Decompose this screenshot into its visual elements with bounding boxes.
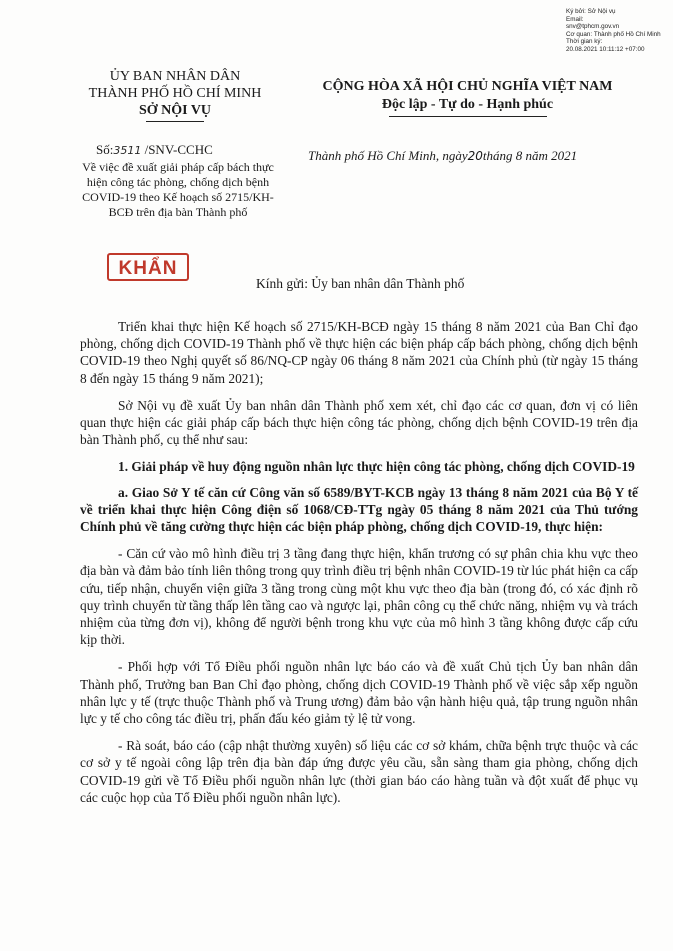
day-handwritten: 20 (467, 149, 483, 163)
agency-underline (146, 121, 204, 122)
recipient-line: Kính gửi: Ủy ban nhân dân Thành phố (256, 276, 465, 291)
nation-name: CỘNG HÒA XÃ HỘI CHỦ NGHĨA VIỆT NAM (322, 79, 613, 94)
section-heading-1: 1. Giải pháp về huy động nguồn nhân lực thực hiện công tác phòng, chống dịch COVID-19 (118, 459, 635, 475)
urgent-stamp: KHẨN (107, 253, 189, 281)
digital-signature-block (566, 8, 670, 54)
signature-email: snv@tphcm.gov.vn (566, 23, 620, 31)
section-heading-1a: a. Giao Sở Y tế căn cứ Công văn số 6589/BYT-KCB ngày 13 tháng 8 năm 2021 của Bộ Y tế về triển khai thực hiện Công điện số 1068/CĐ-TTg ngày 05 tháng 8 năm 2021 của Thủ tướng Chính phủ về tăng cường thực hiện các biện pháp phòng, chống dịch COVID-19, thực hiện: (80, 484, 638, 535)
paragraph-intro: Triển khai thực hiện Kế hoạch số 2715/KH-BCĐ ngày 15 tháng 8 năm 2021 của Ban Chỉ đạo phòng, chống dịch COVID-19 Thành phố về thực hiện các biện pháp cấp bách phòng, chống dịch bệnh COVID-19 theo Nghị quyết số 86/NQ-CP ngày 06 tháng 8 năm 2021 của Chính phủ (từ ngày 15 tháng 8 đến ngày 15 tháng 9 năm 2021); (80, 319, 638, 386)
paragraph-item-3: - Rà soát, báo cáo (cập nhật thường xuyên) số liệu các cơ sở khám, chữa bệnh trực thuộc và các cơ sở y tế ngoài công lập trên địa bàn đáp ứng được yêu cầu, sẵn sàng tham gia phòng, chống dịch COVID-19 gửi về Tổ Điều phối nguồn nhân lực (thời gian báo cáo hàng tuần và đột xuất để phục vụ các cuộc họp của Tổ Điều phối nguồn nhân lực). (80, 738, 638, 805)
national-motto: Độc lập - Tự do - Hạnh phúc (381, 97, 554, 112)
signature-agency: Cơ quan: Thành phố Hồ Chí Minh (566, 30, 661, 38)
place-date-suffix: tháng 8 năm 2021 (482, 148, 578, 163)
document-number-prefix: Số: (96, 142, 114, 157)
place-and-date (308, 148, 648, 164)
paragraph-item-1: - Căn cứ vào mô hình điều trị 3 tầng đang thực hiện, khẩn trương có sự phân chia khu vực theo địa bàn và đảm bảo tính liên thông trong quy trình điều trị bệnh nhân COVID-19 từ lúc phát hiện ca cấp cứu, tiếp nhận, chuyển viện giữa 3 tầng trong cùng một khu vực theo địa bàn (trong đó, có xác định rõ quy trình chuyển từ tầng thấp lên tầng cao và ngược lại, phân công cụ thể chức năng, nhiệm vụ và trách nhiệm của từng đơn vị), không để người bệnh trong khu vực của mô hình 3 tầng không được cấp cứu kịp thời. (80, 546, 638, 648)
paragraph-proposal: Sở Nội vụ đề xuất Ủy ban nhân dân Thành phố xem xét, chỉ đạo các cơ quan, đơn vị có liên quan thực hiện các giải pháp cấp bách thực hiện công tác phòng, chống dịch bệnh COVID-19 trên địa bàn Thành phố, cụ thể như sau: (80, 397, 638, 448)
signature-time-label: Thời gian ký: (566, 38, 603, 46)
place-date-prefix: Thành phố Hồ Chí Minh, ngày (308, 148, 468, 163)
document-number-suffix: /SNV-CCHC (141, 142, 213, 157)
document-subject: Về việc đề xuất giải pháp cấp bách thực hiện công tác phòng, chống dịch bệnh COVID-19 theo Kế hoạch số 2715/KH-BCĐ trên địa bàn Thành phố (82, 160, 274, 219)
document-number (96, 142, 213, 158)
document-body (80, 318, 638, 816)
motto-underline (389, 116, 547, 117)
agency-line-3: SỞ NỘI VỤ (138, 103, 212, 118)
document-number-handwritten: 3511 (113, 144, 142, 157)
agency-line-2: THÀNH PHỐ HỒ CHÍ MINH (88, 86, 262, 101)
signature-time: 20.08.2021 10:11:12 +07:00 (566, 45, 645, 53)
signature-email-label: Email: (566, 15, 584, 23)
signature-signer: Ký bởi: Sở Nội vụ (566, 8, 616, 15)
agency-line-1: ỦY BAN NHÂN DÂN (109, 69, 241, 84)
paragraph-item-2: - Phối hợp với Tổ Điều phối nguồn nhân lực báo cáo và đề xuất Chủ tịch Ủy ban nhân dân Thành phố, Trưởng ban Ban Chỉ đạo phòng, chống dịch COVID-19 Thành phố về việc sắp xếp nguồn nhân lực y tế (trực thuộc Thành phố và Trung ương) đảm bảo vận hành hiệu quả, tập trung nguồn nhân lực y tế cho công tác điều trị, phấn đấu kéo giảm tỷ lệ tử vong. (80, 659, 638, 727)
national-title (300, 78, 635, 117)
issuing-agency (80, 68, 270, 122)
